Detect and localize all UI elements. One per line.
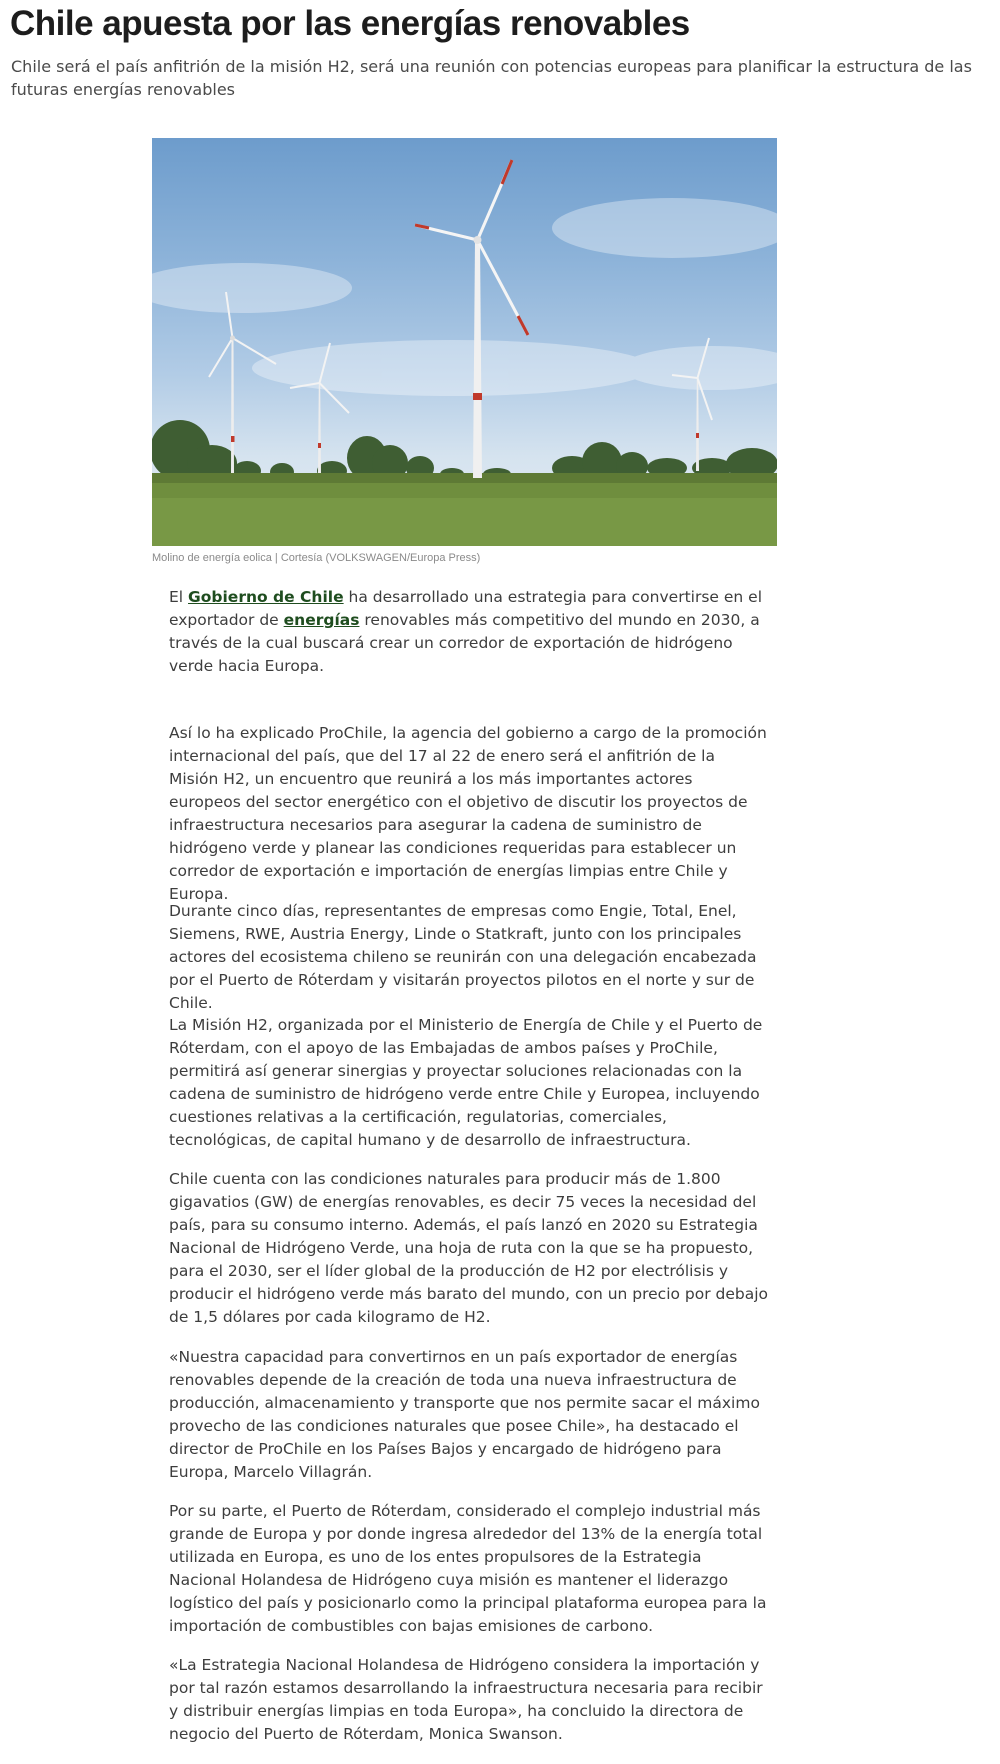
intro-text-after: renovables más competitivo del mundo en 2030, a través de la cual buscará crear un corredor de exportación de hidrógeno verde hacia Europa. [169,611,760,675]
paragraph-3: La Misión H2, organizada por el Ministerio de Energía de Chile y el Puerto de Róterdam, con el apoyo de las Embajadas de ambos países y ProChile, permitirá así generar sinergias y proyectar soluciones relacionadas con la cadena de suministro de hidrógeno verde entre Chile y Europea, incluyendo cuestiones relativas a la certificación, regulatorias, comerciales, tecnológicas, de capital humano y de desarrollo de infraestructura. [169,1016,763,1149]
wind-turbines-photo [152,138,777,546]
article-figure [152,138,777,566]
paragraph-5: «Nuestra capacidad para convertirnos en un país exportador de energías renovables depende de la creación de toda una nueva infraestructura de producción, almacenamiento y transporte que nos permite sacar el máximo provecho de las condiciones naturales que posee Chile», ha destacado el director de ProChile en los Países Bajos y encargado de hidrógeno para Europa, Marcelo Villagrán. [169,1348,760,1481]
article-subtitle: Chile será el país anfitrión de la misión H2, será una reunión con potencias europeas para planificar la estructura de las futuras energías renovables [11,57,972,99]
paragraph-1: Así lo ha explicado ProChile, la agencia del gobierno a cargo de la promoción internacional del país, que del 17 al 22 de enero será el anfitrión de la Misión H2, un encuentro que reunirá a los más importantes actores europeos del sector energético con el objetivo de discutir los proyectos de infraestructura necesarios para asegurar la cadena de suministro de hidrógeno verde y planear las condiciones requeridas para establecer un corredor de exportación e importación de energías limpias entre Chile y Europa. [169,724,767,903]
intro-text-middle: ha desarrollado una estrategia para convertirse en el exportador de [169,588,762,629]
paragraph-6: Por su parte, el Puerto de Róterdam, considerado el complejo industrial más grande de Europa y por donde ingresa alrededor del 13% de la energía total utilizada en Europa, es uno de los entes propulsores de la Estrategia Nacional Holandesa de Hidrógeno cuya misión es mantener el liderazgo logístico del país y posicionarlo como la principal plataforma europea para la importación de combustibles con bajas emisiones de carbono. [169,1502,767,1635]
paragraph-7: «La Estrategia Nacional Holandesa de Hidrógeno considera la importación y por tal razón estamos desarrollando la infraestructura necesaria para recibir y distribuir energías limpias en toda Europa», ha concluido la directora de negocio del Puerto de Róterdam, Monica Swanson. [169,1656,763,1743]
paragraph-4: Chile cuenta con las condiciones naturales para producir más de 1.800 gigavatios (GW) de energías renovables, es decir 75 veces la necesidad del país, para su consumo interno. Además, el país lanzó en 2020 su Estrategia Nacional de Hidrógeno Verde, una hoja de ruta con la que se ha propuesto, para el 2030, ser el líder global de la producción de H2 por electrólisis y producir el hidrógeno verde más barato del mundo, con un precio por debajo de 1,5 dólares por cada kilogramo de H2. [169,1170,769,1326]
intro-text-before: El [169,588,189,606]
image-caption: Molino de energía eolica | Cortesía (VOLKSWAGEN/Europa Press) [152,552,481,564]
intro-paragraph [169,586,769,678]
wind-turbines-illustration [152,138,777,546]
article-title: Chile apuesta por las energías renovables [10,4,690,43]
paragraph-2: Durante cinco días, representantes de empresas como Engie, Total, Enel, Siemens, RWE, Austria Energy, Linde o Statkraft, junto con los principales actores del ecosistema chileno se reunirán con una delegación encabezada por el Puerto de Róterdam y visitarán proyectos pilotos en el norte y sur de Chile. [169,902,757,1012]
gobierno-de-chile-link[interactable]: Gobierno de Chile [188,588,344,606]
energias-link[interactable]: energías [283,611,360,629]
